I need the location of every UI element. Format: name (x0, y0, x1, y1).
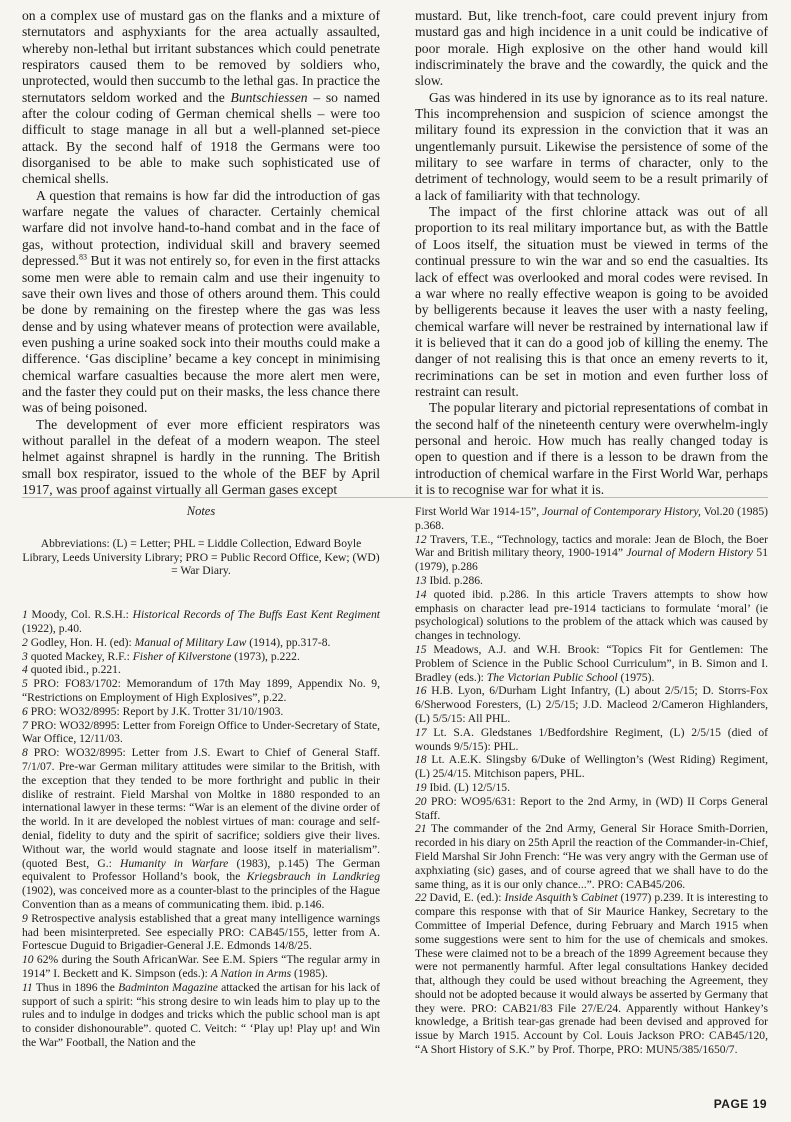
footnote (22, 608, 380, 636)
footnote (22, 650, 380, 664)
footnote (415, 643, 768, 684)
italic-text: Fisher of Kilverstone (132, 649, 232, 663)
footnote-number: 19 (415, 780, 427, 794)
footnote (22, 746, 380, 912)
text-run: A question that remains is how far did the introduction of gas warfare negate the values of character. Certainly chemical warfare did not involve hand-to-hand combat and in the face of gas, without protection, individual skill and bravery seemed depressed. (22, 187, 380, 269)
text-run: Thus in 1896 the (32, 980, 119, 994)
italic-text: Inside Asquith’s Cabinet (504, 891, 618, 905)
text-run: The commander of the 2nd Army, General Sir Horace Smith-Dorrien, recorded in his diary on 25th April the reaction of the Commander-in-Chief, Field Marshal Sir John French: “He was very angry with the German use of axphxiating (sic) gases, and of course agreed that we shall have to do the same thing, as it is our only chance...”. PRO: CAB45/206. (415, 822, 768, 891)
text-run: The impact of the first chlorine attack was out of all proportion to its real military importance but, as with the Battle of Loos itself, the situation must be viewed in terms of the continual pressure to win the war and so end the casualties. Its lack of effect was overlooked and moral codes were revised. In a war where no really effective weapon is going to be avoided by belligerents because it leaves the user with a nasty feeling, chemical warfare will never be restrained by international law if it is believed that it can do a good job of killing the enemy. The danger of not realising this is that once an emeny reverts to it, recriminations can be set in motion and even further loss of restraint can result. (415, 204, 768, 399)
footnote (22, 677, 380, 705)
text-run: (1914), pp.317-8. (246, 635, 331, 649)
footnote-number: 9 (22, 911, 28, 925)
footnote (415, 891, 768, 1057)
text-run: David, E. (ed.): (426, 891, 505, 905)
footnote (415, 726, 768, 754)
text-run: (1902), was conceived more as a counter-blast to the principles of the Hague Convention than as a means of communicating them. ibid. p.146. (22, 884, 380, 911)
text-run: PRO: FO83/1702: Memorandum of 17th May 1899, Appendix No. 9, “Restrictions on Employment of High Explosives”, p.22. (22, 677, 380, 704)
text-run: H.B. Lyon, 6/Durham Light Infantry, (L) about 2/5/15; D. Storrs-Fox 6/Sherwood Foresters, (L) 2/5/15; J.D. Macleod 2/Cameron Highlanders, (L) 5/5/15: All PHL. (415, 684, 768, 725)
text-run: (1977) p.239. It is interesting to compare this response with that of Sir Maurice Hankey, Secretary to the Committee of Imperial Defence, during February and March 1915 when some suggestions were sent to him for the use of chemicals and smokes. These were claimed not to be a breach of the 1899 Agreement because they were not permanently harmful. After legal consultations Hankey decided that, although they could be used without breaching the Agreement, they should not be adopted because it would always be asserted by Germany that they were. PRO: CAB21/83 File 27/E/24. Apparently without Hankey’s knowledge, a British tear-gas grenade had been devised and approved for issue by March 1915. Account by Col. Louis Jackson PRO: CAB45/120, “A Short History of S.K.” by Prof. Thorpe, PRO: MUN5/385/1650/7. (415, 891, 769, 1057)
footnote (415, 822, 768, 891)
body-column-right (415, 8, 768, 498)
text-run: The popular literary and pictorial representations of combat in the second half of the nineteenth century were overwhelm-ingly personal and heroic. How much has really changed today is open to question and if there is a lesson to be drawn from the introduction of chemical warfare in the First World War, perhaps it is to recognise war for what it is. (415, 400, 768, 497)
italic-text: The Victorian Public School (486, 670, 618, 684)
footnote-number: 13 (415, 573, 427, 587)
body-paragraph (415, 8, 768, 90)
footnote (415, 795, 768, 823)
notes-abbreviations: Abbreviations: (L) = Letter; PHL = Liddle Collection, Edward Boyle Library, Leeds University Library; PRO = Public Record Office, Kew; (WD) = War Diary. (22, 536, 380, 578)
footnote-number: 4 (22, 663, 28, 677)
text-run: Moody, Col. R.S.H.: (27, 608, 133, 622)
footnote-number: 7 (22, 718, 28, 732)
text-run: (1983), p.145) The German equivalent to Professor Holland’s book, the (22, 856, 380, 884)
footnote-number: 12 (415, 532, 427, 546)
footnote-number: 2 (22, 635, 28, 649)
footnote-number: 1 (22, 608, 28, 622)
italic-text: Buntschiessen (230, 89, 308, 105)
footnote (22, 953, 380, 981)
text-run: Ibid. p.286. (426, 573, 483, 587)
text-run: Lt. S.A. Gledstanes 1/Bedfordshire Regiment, (L) 2/5/15 (died of wounds 9/5/15): PHL. (415, 725, 768, 753)
footnote (22, 912, 380, 953)
italic-text: A Nation in Arms (210, 966, 292, 980)
body-paragraph (22, 8, 380, 188)
footnote (415, 781, 768, 795)
text-run: 51 (1979), p.286 (415, 546, 768, 574)
footnote-number: 21 (415, 822, 427, 836)
footnote-number: 22 (415, 891, 427, 905)
italic-text: Badminton Magazine (118, 980, 218, 994)
footnote-number: 10 (22, 953, 34, 967)
italic-text: Kriegsbrauch in Landkrieg (246, 870, 381, 884)
text-run: quoted ibid., p.221. (27, 663, 121, 677)
text-run: Retrospective analysis established that a great many intelligence warnings had been misinterpreted. See especially PRO: CAB45/155, letter from A. Fortescue Duguid to Brigadier-General J.E. Edmonds 14/8/25. (22, 911, 380, 953)
footnote (415, 505, 768, 533)
footnote-number: 3 (22, 649, 28, 663)
text-run: PRO: WO32/8995: Letter from J.S. Ewart to Chief of General Staff. 7/1/07. Pre-war German military attitudes were similar to the British, with the exception that they tended to be more forthright and public in their dislike of restraint. Field Marshal von Moltke in 1880 responded to an international lawyer in these terms: “War is an element of the divine order of the world. In it are developed the noblest virtues of man: courage and self-denial, fidelity to duty and the spirit of sacrifice; soldiers give their lives. Without war, the world would stagnate and loose itself in materialism”. (quoted Best, G.: (22, 746, 380, 870)
text-run: (1985). (291, 966, 328, 980)
footnote (415, 684, 768, 725)
text-run: PRO: WO95/631: Report to the 2nd Army, in (WD) II Corps General Staff. (415, 794, 768, 822)
text-run: Vol.20 (1985) p.368. (415, 505, 768, 532)
italic-text: Manual of Military Law (134, 635, 247, 649)
italic-text: Humanity in Warfare (120, 856, 229, 870)
footnote-number: 14 (415, 587, 427, 601)
text-run: Meadows, A.J. and W.H. Brook: “Topics Fit for Gentlemen: The Problem of Science in the Public School Curriculum”, in B. Simon and I. Bradley (eds.): (415, 642, 768, 684)
text-run: – so named after the colour coding of German chemical shells – were too difficult to stage manage in all but a well-planned set-piece attack. By the second half of 1918 the Germans were too disorganised to be able to make such sophisticated use of chemical shells. (22, 89, 380, 187)
body-paragraph (415, 90, 768, 204)
footnote (415, 588, 768, 643)
footnote (22, 663, 380, 677)
footnote-number: 18 (415, 753, 427, 767)
footnote (22, 705, 380, 719)
footnote (22, 719, 380, 747)
body-paragraph (22, 188, 380, 417)
text-run: quoted ibid. p.286. In this article Travers attempts to show how emphasis on character lead pre-1914 tacticians to formulate ‘moral’ (ie psychological) solutions to the problem of the attack which was caused by changes in technology. (415, 587, 768, 643)
text-run: First World War 1914-15”, (415, 505, 543, 518)
footnote (22, 636, 380, 650)
text-run: 62% during the South AfricanWar. See E.M. Spiers “The regular army in 1914” I. Beckett and K. Simpson (eds.): (22, 953, 380, 980)
text-run: PRO: WO32/8995: Letter from Foreign Office to Under-Secretary of State, War Office, 12/11/03. (22, 718, 380, 746)
footnote-number: 20 (415, 794, 427, 808)
italic-text: Journal of Contemporary History, (542, 505, 701, 518)
text-run: on a complex use of mustard gas on the flanks and a mixture of sternutators and asphyxiants for the area actually assaulted, whereby non-lethal but irritant substances which could penetrate respirators caused them to be removed by soldiers who, unprotected, would then succumb to the lethal gas. In practice the sternutators seldom worked and the (22, 8, 380, 105)
footnote-number: 16 (415, 684, 427, 698)
notes-column-left (22, 505, 380, 1050)
text-run: (1975). (617, 670, 655, 684)
italic-text: Historical Records of The Buffs East Kent Regiment (132, 608, 381, 622)
footnote-number: 8 (22, 746, 28, 760)
footnote-number: 5 (22, 677, 28, 691)
footnote (415, 533, 768, 574)
text-run: (1973), p.222. (231, 649, 300, 663)
text-run: attacked the artisan for his lack of support of such a spirit: “his strong desire to win leads him to play up to the rules and to indulge in dodges and tricks which the public school man is apt to consider dishonourable”. quoted C. Veitch: “ ‘Play up! Play up! and Win the War” Football, the Nation and the (22, 980, 380, 1049)
notes-list-left (22, 608, 380, 1050)
footnote-number: 15 (415, 642, 427, 656)
text-run: PRO: WO32/8995: Report by J.K. Trotter 31/10/1903. (27, 704, 284, 718)
text-run: Lt. A.E.K. Slingsby 6/Duke of Wellington’s (West Riding) Regiment, (L) 25/4/15. Mitchison papers, PHL. (415, 753, 768, 781)
text-run: Godley, Hon. H. (ed): (27, 635, 135, 649)
footnote (415, 753, 768, 781)
body-paragraph (415, 400, 768, 498)
text-run: Travers, T.E., “Technology, tactics and morale: Jean de Bloch, the Boer War and British military theory, 1900-1914” (415, 532, 768, 560)
text-run: Ibid. (L) 12/5/15. (426, 780, 510, 794)
footnote (22, 981, 380, 1050)
text-run: But it was not entirely so, for even in the first attacks some men were able to remain calm and use their ingenuity to save their own lives and those of others around them. This could be done by remaining on the firestep where the gas was less dense and by using whatever means of protection were available, even pushing a urine soaked sock into their mouths could make a difference. ‘Gas discipline’ became a key concept in minimising chemical warfare casualties because the more alert men were, and the faster they could put on their masks, the less chance there was of being poisoned. (22, 253, 380, 416)
page-number: PAGE 19 (713, 1097, 767, 1111)
text-run: The development of ever more efficient respirators was without parallel in the defeat of a modern weapon. The steel helmet against shrapnel is hardly in the running. The British small box respirator, issued to the whole of the BEF by April 1917, was proof against virtually all German gases except (22, 416, 380, 497)
text-run: Gas was hindered in its use by ignorance as to its real nature. This incomprehension and suspicion of science amongst the military found its expression in the conviction that it was an ungentlemanly pursuit. Likewise the persistence of some of the military to see warfare in terms of character, only to the detriment of technology, would seem to be a result primarily of a lack of familiarity with that technology. (415, 89, 768, 203)
body-column-left (22, 8, 380, 498)
body-paragraph (22, 417, 380, 499)
footnote-number: 6 (22, 704, 28, 718)
notes-title: Notes (186, 504, 216, 518)
body-paragraph (415, 204, 768, 400)
notes-column-right (415, 505, 768, 1057)
section-divider (22, 497, 768, 498)
text-run: quoted Mackey, R.F.: (27, 649, 133, 663)
italic-text: Journal of Modern History (626, 546, 754, 560)
footnote-number: 11 (22, 980, 33, 994)
text-run: (1922), p.40. (22, 621, 82, 635)
footnote (415, 574, 768, 588)
footnote-number: 17 (415, 725, 427, 739)
footnote-ref: 83 (79, 252, 87, 262)
text-run: mustard. But, like trench-foot, care could prevent injury from mustard gas and high incidence in a unit could be indicative of poor morale. High explosive on the other hand would kill indiscriminately the brave and the cowardly, the quick and the slow. (415, 8, 768, 89)
